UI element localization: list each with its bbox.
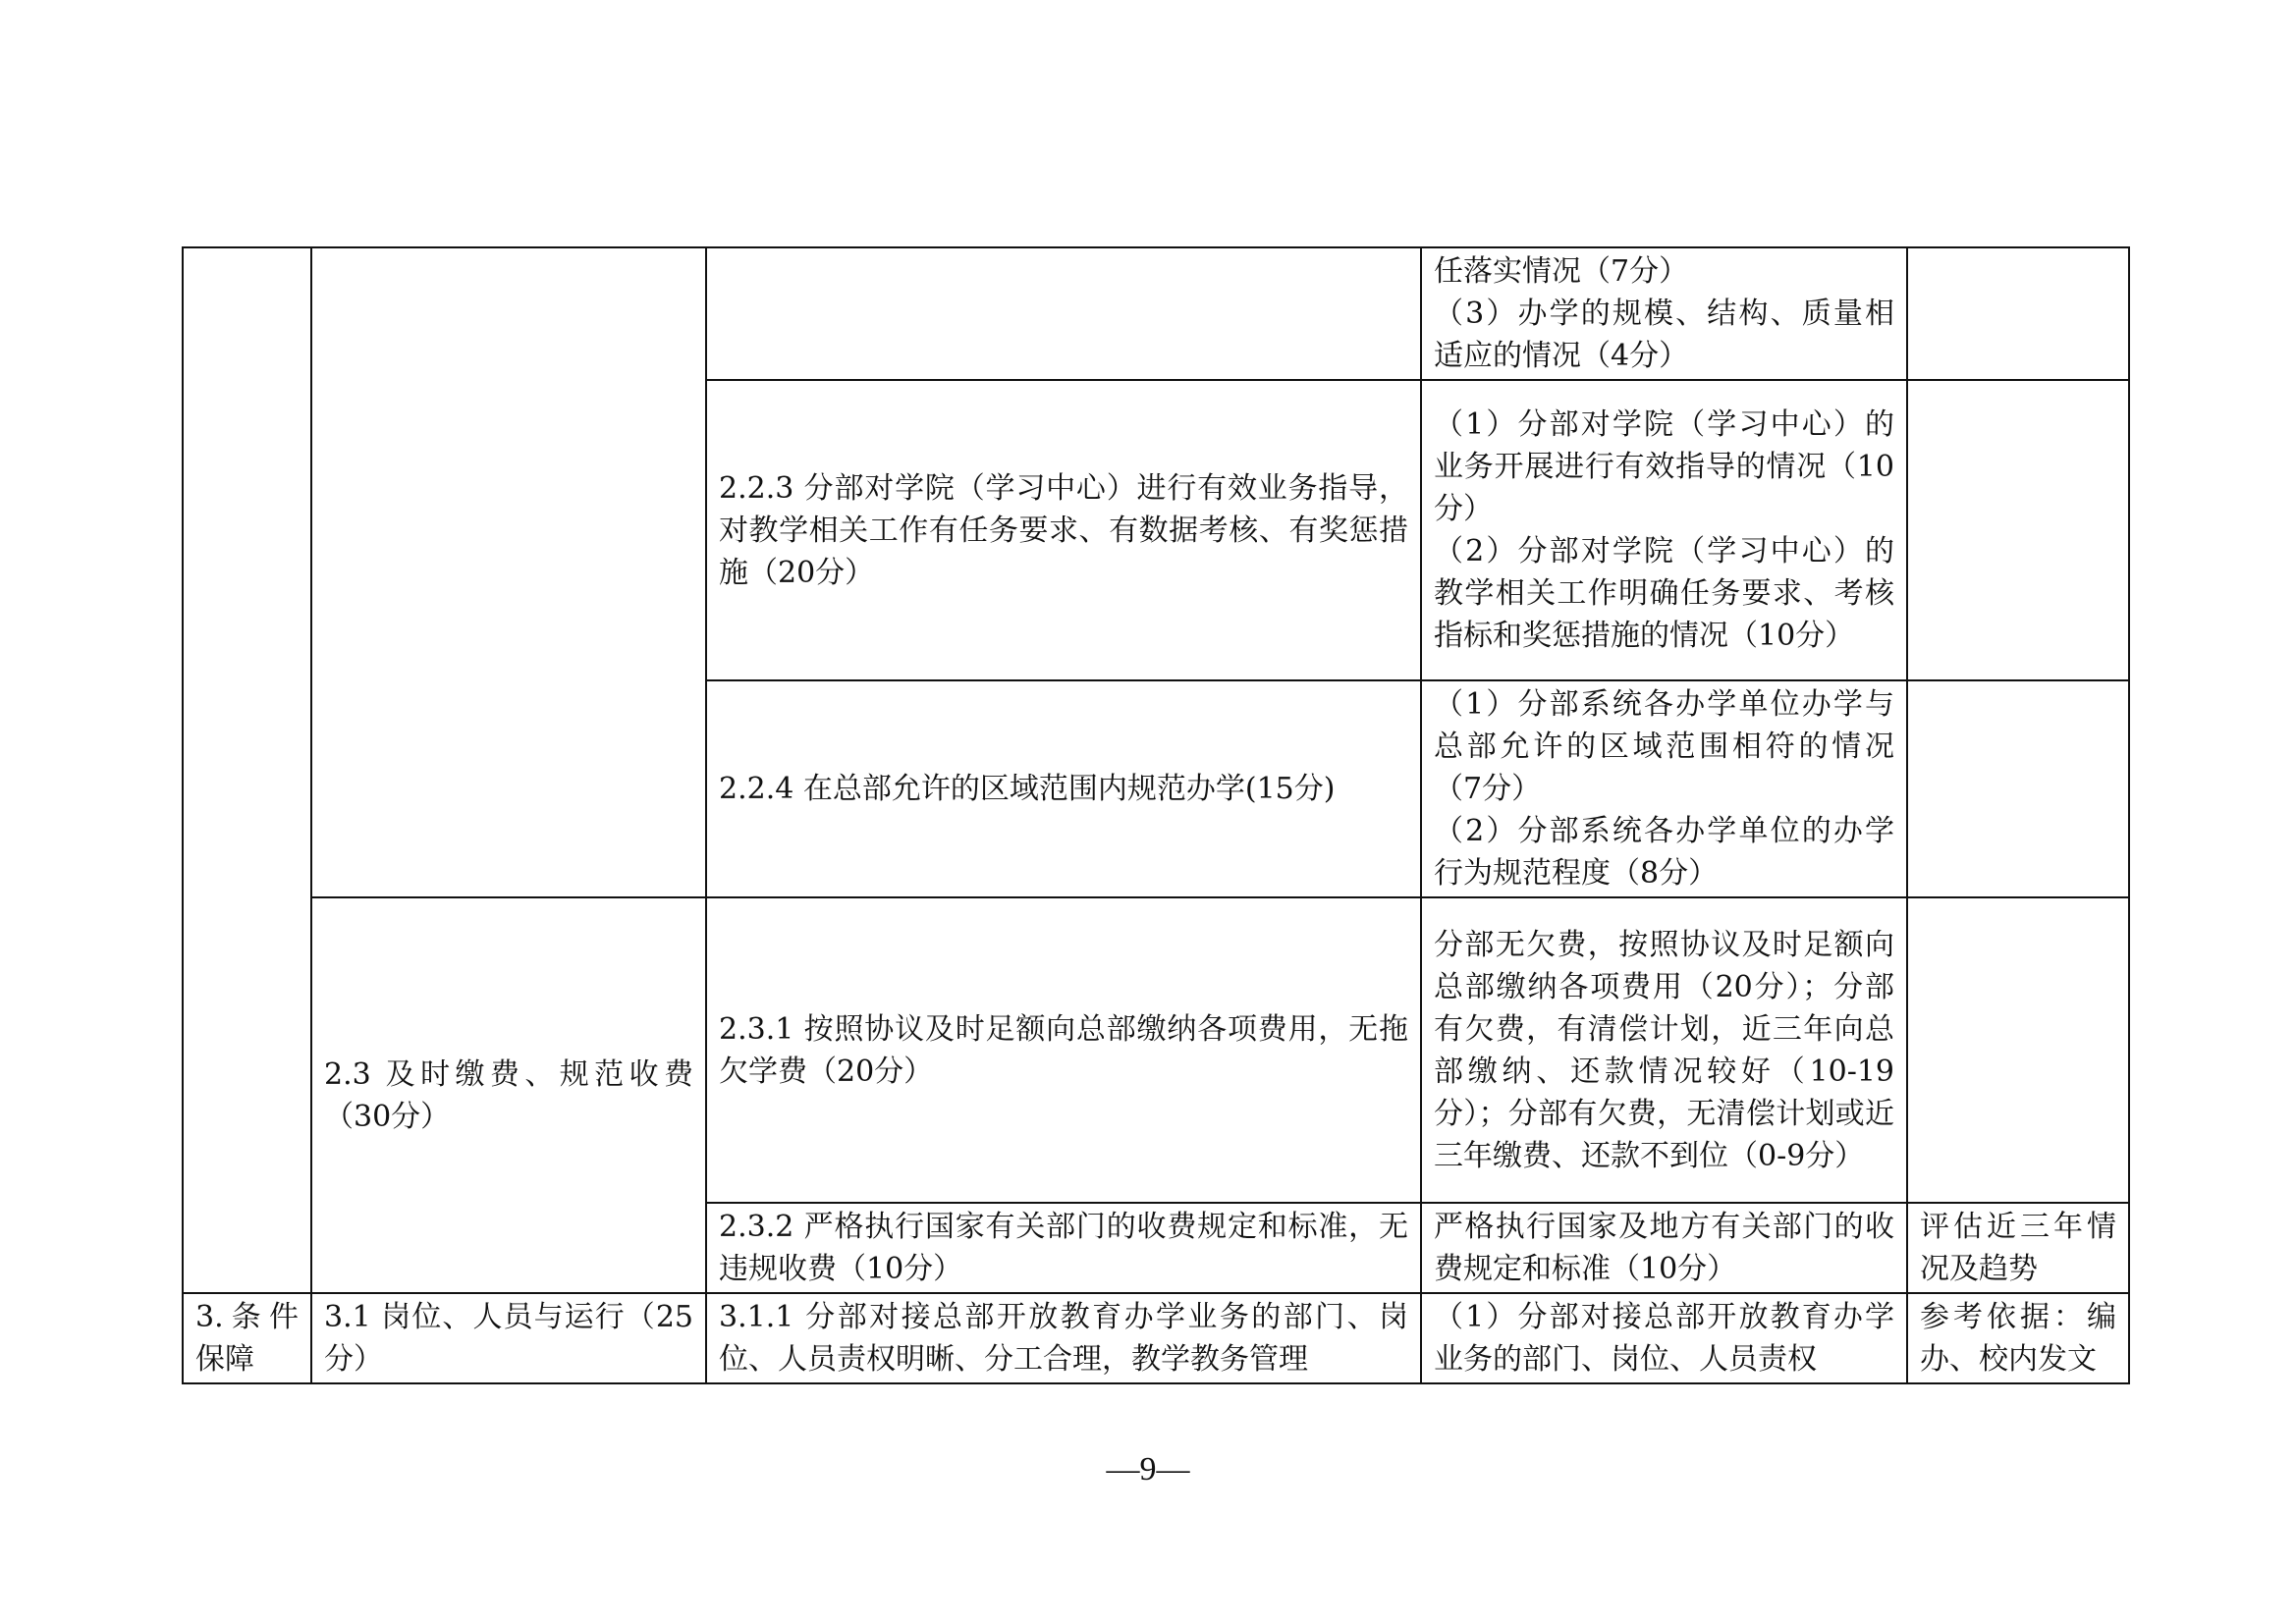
cell-requirement bbox=[706, 247, 1421, 380]
cell-standard bbox=[1421, 380, 1907, 680]
cell-requirement: 2.3.2 严格执行国家有关部门的收费规定和标准，无违规收费（10分） bbox=[706, 1203, 1421, 1293]
cell-note bbox=[1907, 247, 2129, 380]
cell-criterion: 3.1 岗位、人员与运行（25分） bbox=[311, 1293, 706, 1383]
standard-line: 分部无欠费，按照协议及时足额向总部缴纳各项费用（20分）；分部有欠费，有清偿计划，近三年向总部缴纳、还款情况较好（10-19分）；分部有欠费，无清偿计划或近三年缴费、还款不到位（0-9分） bbox=[1434, 927, 1894, 1173]
standard-line: 任落实情况（7分） bbox=[1434, 254, 1689, 289]
table-row bbox=[183, 897, 2129, 1203]
standard-line: （2）分部对学院（学习中心）的教学相关工作明确任务要求、考核指标和奖惩措施的情况（10分） bbox=[1434, 534, 1894, 653]
standard-line: （1）分部对学院（学习中心）的业务开展进行有效指导的情况（10分） bbox=[1434, 407, 1894, 526]
cell-standard bbox=[1421, 1293, 1907, 1383]
cell-note bbox=[1907, 380, 2129, 680]
standard-line: （3）办学的规模、结构、质量相适应的情况（4分） bbox=[1434, 297, 1894, 373]
cell-criterion: 2.3 及时缴费、规范收费（30分） bbox=[311, 897, 706, 1293]
table-row bbox=[183, 1293, 2129, 1383]
cell-item: 3.条件保障 bbox=[183, 1293, 311, 1383]
cell-requirement: 2.2.3 分部对学院（学习中心）进行有效业务指导，对教学相关工作有任务要求、有数据考核、有奖惩措施（20分） bbox=[706, 380, 1421, 680]
cell-requirement: 2.2.4 在总部允许的区域范围内规范办学(15分) bbox=[706, 680, 1421, 897]
cell-requirement: 3.1.1 分部对接总部开放教育办学业务的部门、岗位、人员责权明晰、分工合理，教学教务管理 bbox=[706, 1293, 1421, 1383]
cell-note: 参考依据：编办、校内发文 bbox=[1907, 1293, 2129, 1383]
standard-line: 严格执行国家及地方有关部门的收费规定和标准（10分） bbox=[1434, 1210, 1894, 1286]
cell-note bbox=[1907, 897, 2129, 1203]
evaluation-table bbox=[182, 246, 2130, 1384]
cell-note bbox=[1907, 680, 2129, 897]
standard-line: （1）分部对接总部开放教育办学业务的部门、岗位、人员责权 bbox=[1434, 1300, 1894, 1377]
cell-standard bbox=[1421, 680, 1907, 897]
page-number: —9— bbox=[1106, 1451, 1190, 1488]
cell-standard bbox=[1421, 1203, 1907, 1293]
cell-standard bbox=[1421, 247, 1907, 380]
standard-line: （1）分部系统各办学单位办学与总部允许的区域范围相符的情况（7分） bbox=[1434, 687, 1894, 806]
cell-criterion bbox=[311, 247, 706, 897]
cell-requirement: 2.3.1 按照协议及时足额向总部缴纳各项费用，无拖欠学费（20分） bbox=[706, 897, 1421, 1203]
table-row bbox=[183, 247, 2129, 380]
standard-line: （2）分部系统各办学单位的办学行为规范程度（8分） bbox=[1434, 814, 1894, 891]
cell-note: 评估近三年情况及趋势 bbox=[1907, 1203, 2129, 1293]
cell-standard bbox=[1421, 897, 1907, 1203]
cell-item bbox=[183, 247, 311, 1293]
